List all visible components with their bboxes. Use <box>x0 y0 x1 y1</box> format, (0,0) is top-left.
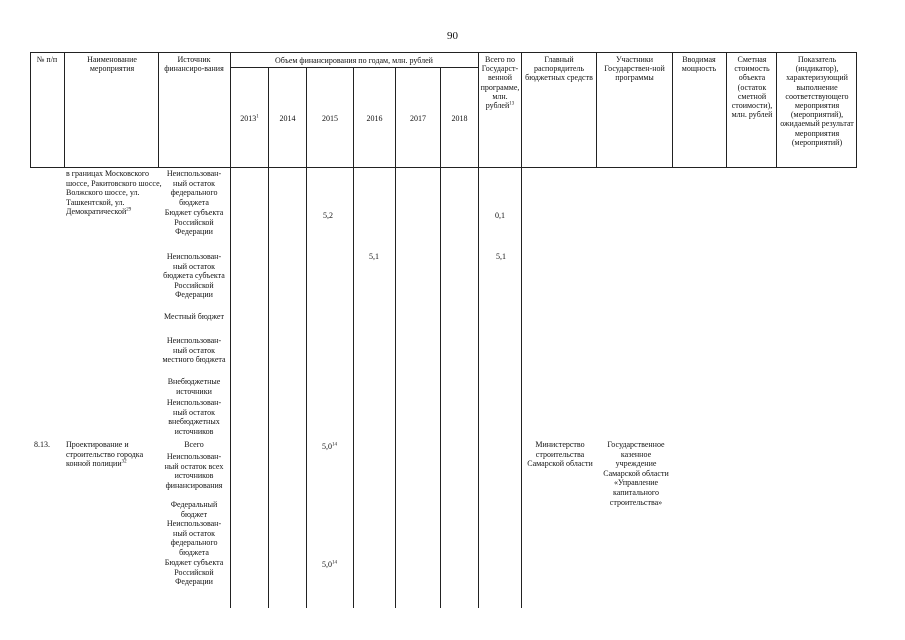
col-border <box>776 52 777 168</box>
col-border <box>230 52 231 608</box>
col-border <box>268 67 269 608</box>
value-regional-2015-2 <box>322 560 337 569</box>
item-number: 8.13. <box>34 440 50 449</box>
col-border <box>726 52 727 168</box>
source-extrabudgetary: Внебюджетные источники <box>167 377 221 396</box>
item-name <box>66 440 158 469</box>
header-name: Наименование мероприятия <box>87 55 137 74</box>
value-regional-2015-2-text: 5,0 <box>322 560 332 569</box>
header-source: Источник финансиро-вания <box>164 55 224 74</box>
header-year-2014: 2014 <box>279 114 296 123</box>
header-estimate: Сметная стоимость объекта (остаток сметной стоимости), млн. рублей <box>731 55 773 120</box>
value-unused-regional-total: 5,1 <box>496 252 506 261</box>
source-unused-extrabudgetary: Неиспользован-ный остаток внебюджетных источников <box>166 398 222 436</box>
col-border <box>64 52 65 168</box>
header-indicator: Показатель (индикатор), характеризующий выполнение соответствующего мероприятия (мероприятий), ожидаемый результат мероприятия (мероприятий) <box>780 55 854 147</box>
continuation-name-text: в границах Московского шоссе, Ракитовского шоссе, Волжского шоссе, ул. Ташкентской, ул. Демократической <box>66 169 162 217</box>
source-unused-federal: Неиспользован-ный остаток федерального бюджета <box>166 169 222 207</box>
header-capacity: Вводимая мощность <box>681 55 717 74</box>
col-border <box>306 67 307 608</box>
header-manager: Главный распорядитель бюджетных средств <box>525 55 593 83</box>
header-year-2013 <box>231 114 268 123</box>
source-local: Местный бюджет <box>164 312 224 321</box>
col-border <box>30 52 31 168</box>
header-total <box>479 55 521 110</box>
header-total-label: Всего по Государст-венной программе, млн. рублей <box>480 55 520 111</box>
header-funding-group: Объем финансирования по годам, млн. рублей <box>275 56 433 65</box>
value-total-2015-text: 5,0 <box>322 442 332 451</box>
header-bottom-border <box>30 167 856 168</box>
continuation-name <box>66 169 162 217</box>
col-border <box>856 52 857 168</box>
col-border <box>596 52 597 168</box>
value-total-2015 <box>322 442 337 451</box>
year-2013-label: 2013 <box>240 114 257 123</box>
col-border <box>353 67 354 608</box>
source-federal: Федеральный бюджет <box>170 500 218 519</box>
item-participant: Государственное казенное учреждение Самарской области «Управление капитального строительства» <box>603 440 669 507</box>
value-total-2015-note: 14 <box>332 442 337 448</box>
source-unused-local: Неиспользован-ный остаток местного бюджета <box>162 336 226 365</box>
col-border <box>440 67 441 608</box>
source-unused-federal-2: Неиспользован-ный остаток федерального бюджета <box>166 519 222 557</box>
header-year-2016: 2016 <box>366 114 383 123</box>
item-name-text: Проектирование и строительство городка конной полиции <box>66 440 144 469</box>
header-year-2017: 2017 <box>410 114 426 123</box>
col-border <box>672 52 673 168</box>
source-regional: Бюджет субъекта Российской Федерации <box>164 208 224 237</box>
col-border <box>395 67 396 608</box>
source-total: Всего <box>184 440 204 449</box>
col-border <box>521 52 522 608</box>
source-unused-regional: Неиспользован-ный остаток бюджета субъекта Российской Федерации <box>163 252 225 300</box>
source-unused-all: Неиспользован-ный остаток всех источников финансирования <box>164 452 224 490</box>
continuation-name-note: 29 <box>126 207 132 213</box>
table-top-border <box>30 52 856 53</box>
header-participants: Участники Государствен-ной программы <box>604 55 665 83</box>
header-year-2015: 2015 <box>322 114 338 123</box>
year-2013-note: 1 <box>256 114 259 120</box>
item-manager: Министерство строительства Самарской области <box>527 440 593 469</box>
col-border <box>158 52 159 168</box>
value-regional-2015-2-note: 14 <box>332 560 337 566</box>
header-num: № п/п <box>36 55 58 64</box>
header-year-2018: 2018 <box>451 114 468 123</box>
page-number: 90 <box>447 30 458 42</box>
source-regional-2: Бюджет субъекта Российской Федерации <box>164 558 224 587</box>
item-name-note: 32 <box>121 459 127 465</box>
col-border <box>478 52 479 608</box>
value-regional-2015: 5,2 <box>323 211 333 220</box>
value-unused-regional-2016: 5,1 <box>369 252 379 261</box>
header-total-note: 13 <box>509 101 515 107</box>
value-regional-total: 0,1 <box>495 211 505 220</box>
